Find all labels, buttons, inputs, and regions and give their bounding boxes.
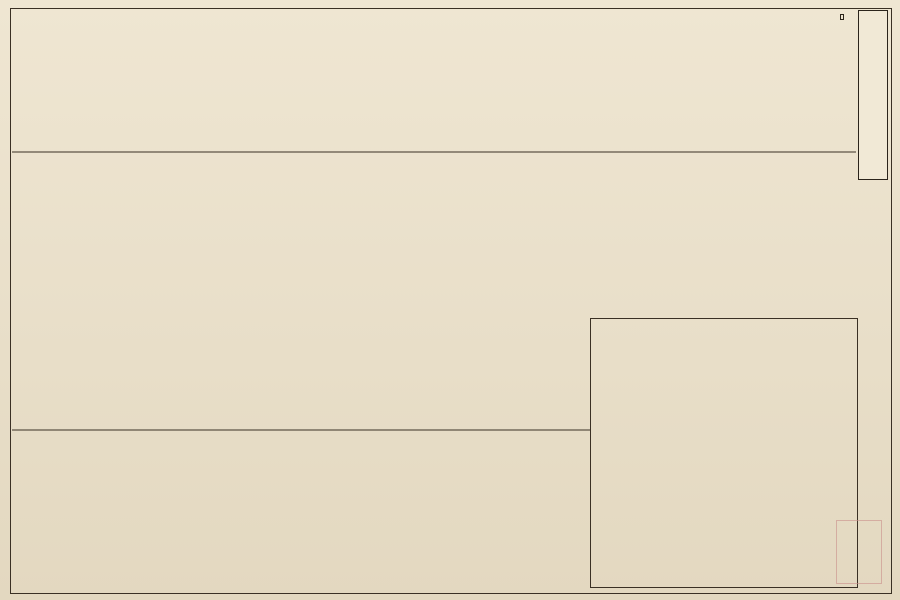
red-seal-stamp [836, 520, 882, 584]
explanation-panel [590, 318, 858, 588]
title-cartouche [858, 10, 888, 180]
main-text-block [12, 430, 590, 590]
subtitle-seal [840, 14, 844, 20]
